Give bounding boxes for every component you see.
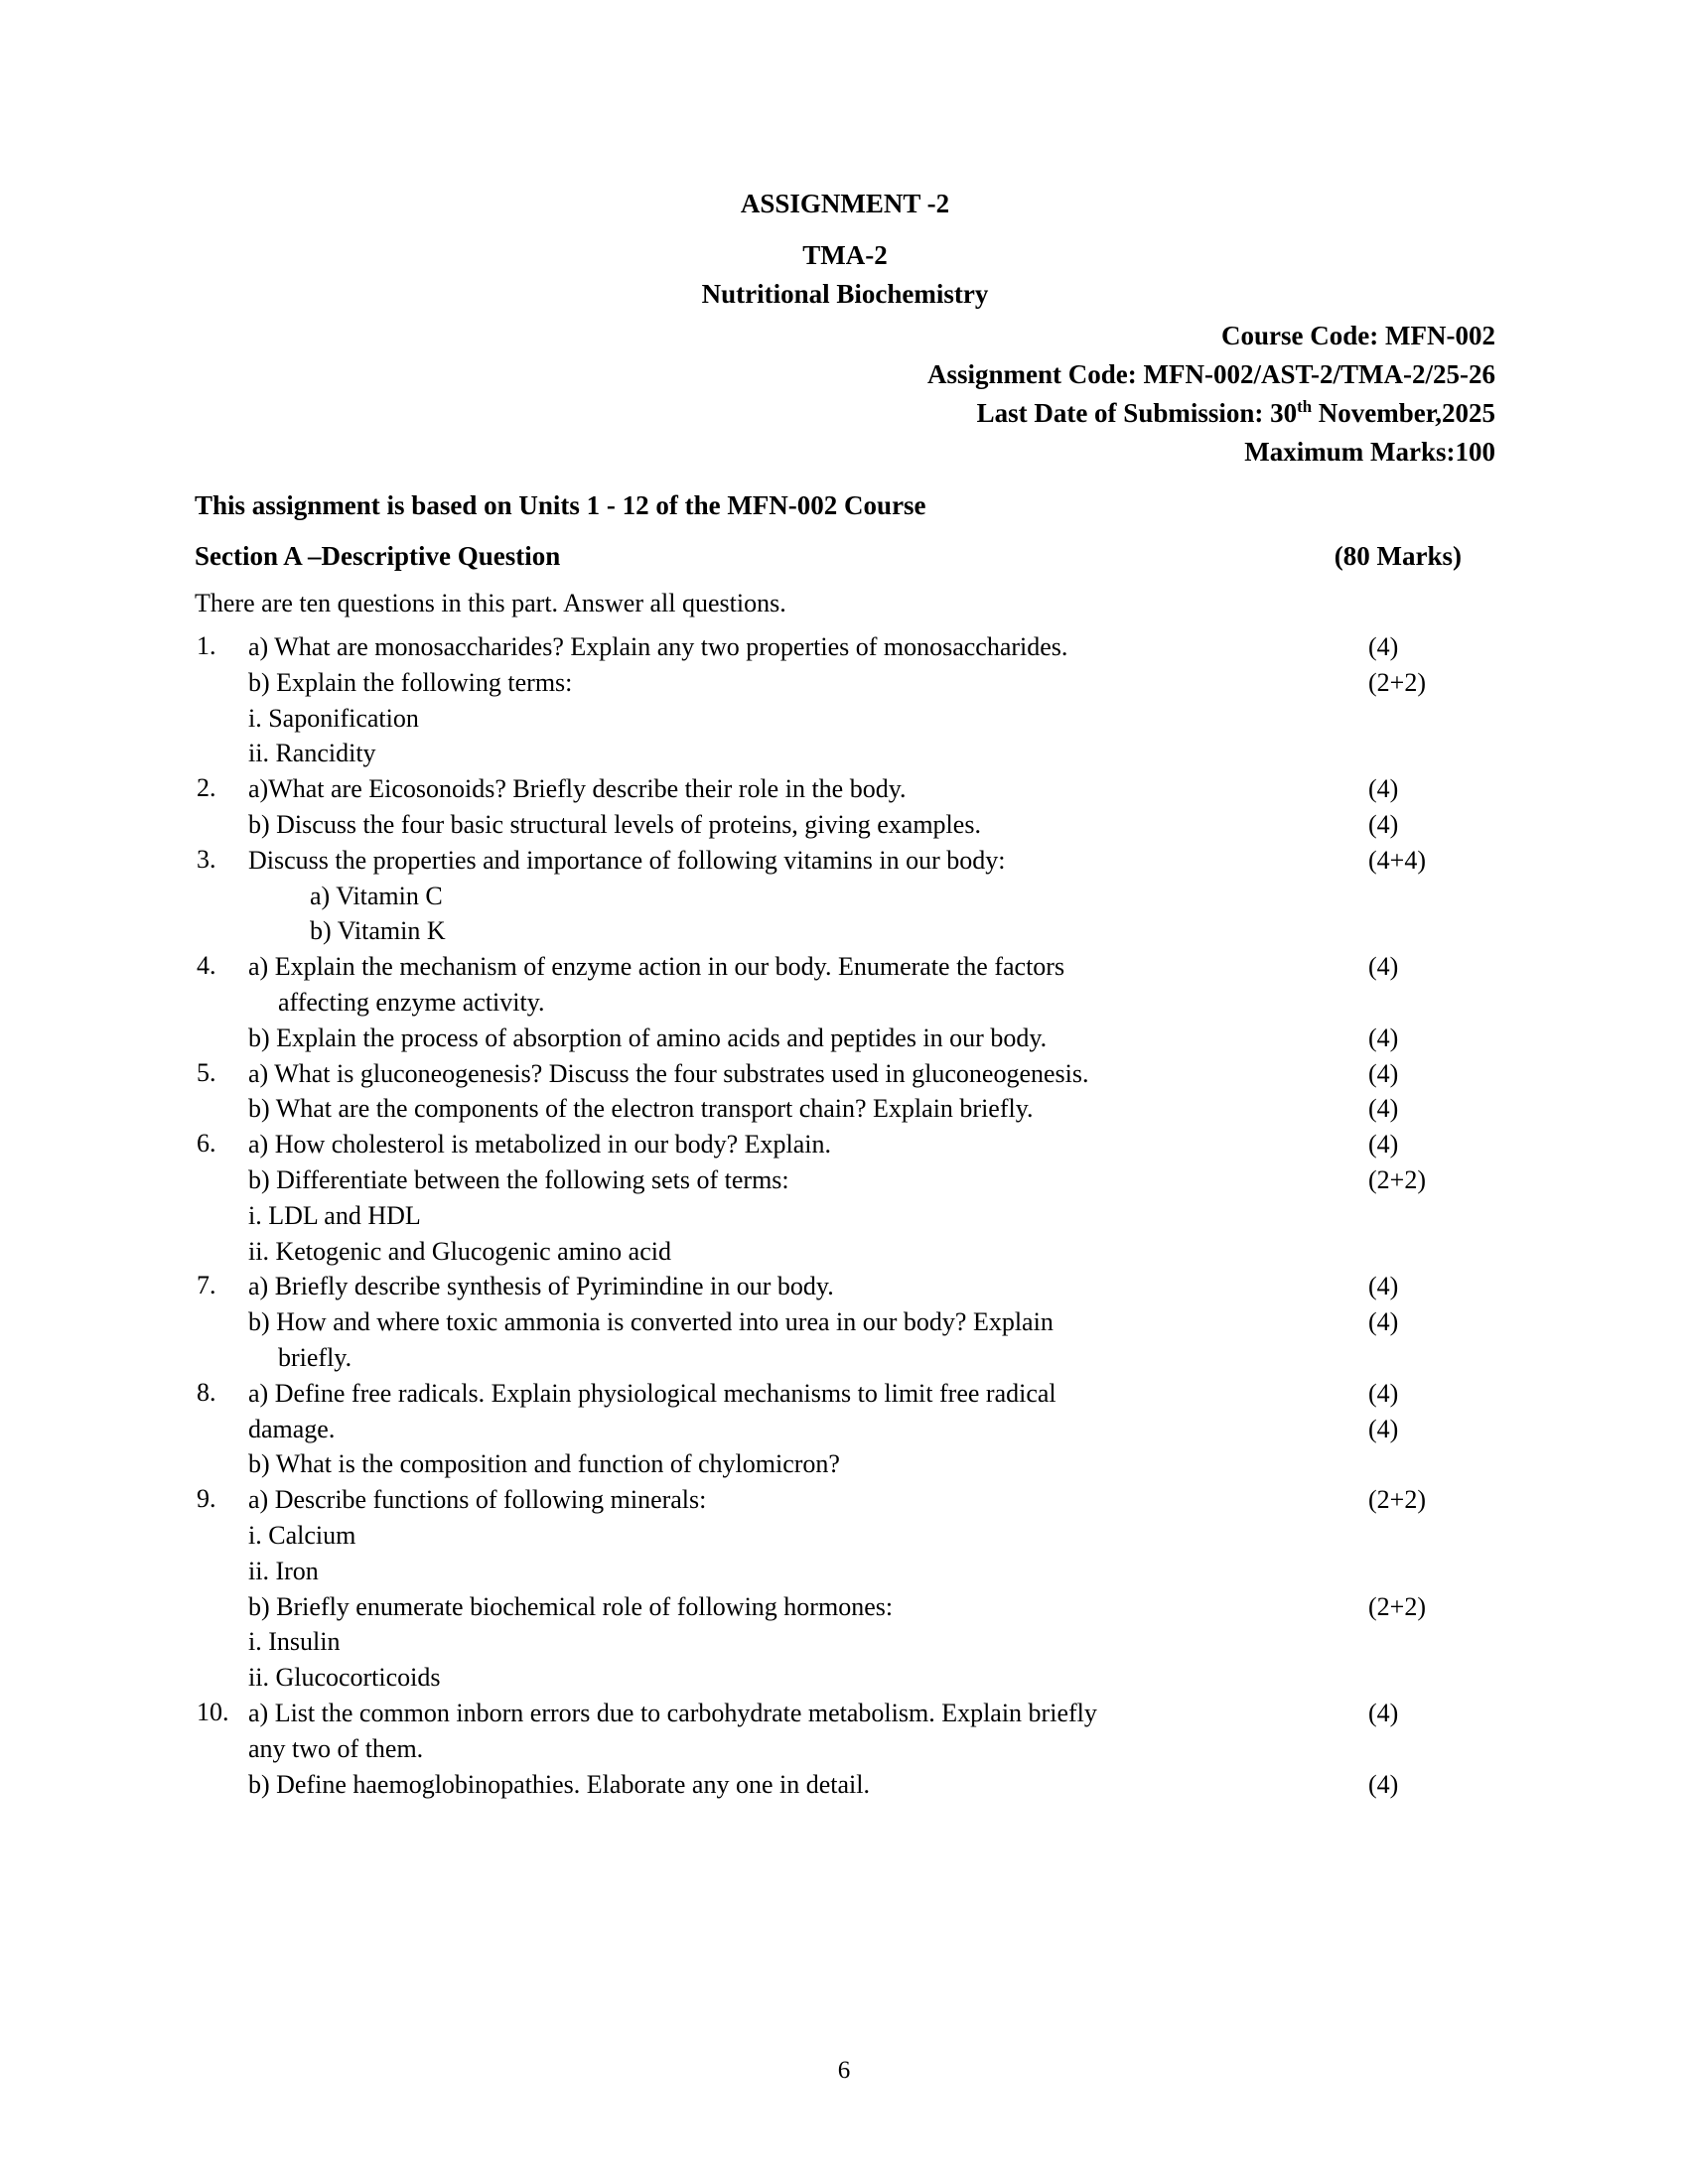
question-line: [248, 1304, 1485, 1340]
question-line-text: any two of them.: [248, 1733, 424, 1763]
question-number: 8.: [197, 1377, 216, 1407]
question-line: [248, 879, 1485, 914]
question-line-marks: (2+2): [1368, 1591, 1426, 1621]
question-line: [248, 1162, 1485, 1198]
question-line-marks: [1350, 1731, 1485, 1733]
question-line-marks: [1350, 1198, 1485, 1200]
question-body: [248, 1269, 1495, 1375]
question-line: [248, 807, 1485, 843]
question-line-text: b) Discuss the four basic structural levels of proteins, giving examples.: [248, 810, 981, 839]
question-line-text: a) How cholesterol is metabolized in our body? Explain.: [248, 1130, 832, 1160]
section-a-label: Section A –Descriptive Question: [195, 540, 561, 571]
question-body: [248, 771, 1495, 843]
question-line-marks: (4): [1368, 952, 1399, 982]
question-line: [248, 1376, 1485, 1412]
question-item: [195, 843, 1495, 949]
question-line-text: b) Differentiate between the following sets of terms:: [248, 1164, 789, 1194]
page-content: [195, 185, 1495, 1802]
subject-title: Nutritional Biochemistry: [701, 278, 989, 309]
last-date-suffix: November,2025: [1312, 397, 1495, 428]
question-line-text: b) How and where toxic ammonia is converted into urea in our body? Explain: [248, 1307, 1054, 1337]
question-line-marks: [1350, 736, 1485, 738]
question-line-marks: (4): [1368, 1307, 1399, 1337]
assignment-code: Assignment Code: MFN-002/AST-2/TMA-2/25-26: [927, 358, 1495, 389]
question-line-text: ii. Iron: [248, 1556, 319, 1585]
question-line-text: briefly.: [278, 1342, 352, 1372]
question-line: [248, 1696, 1485, 1731]
question-line: [248, 1767, 1485, 1803]
question-line-text: a) Explain the mechanism of enzyme action in our body. Enumerate the factors: [248, 952, 1065, 982]
question-line-marks: [1350, 1340, 1485, 1342]
question-line-text: affecting enzyme activity.: [278, 987, 545, 1017]
question-line-marks: (4): [1368, 1058, 1399, 1088]
question-line-marks: (2+2): [1368, 1164, 1426, 1194]
question-line-text: b) What are the components of the electron transport chain? Explain briefly.: [248, 1094, 1034, 1124]
question-line: [248, 1056, 1485, 1092]
question-line: [248, 1660, 1485, 1696]
question-body: [248, 1056, 1495, 1128]
question-line: [248, 843, 1485, 879]
question-line-marks: (4): [1368, 632, 1399, 662]
question-line-marks: (4): [1368, 1414, 1399, 1443]
question-line-marks: [1350, 1234, 1485, 1236]
question-line-text: Discuss the properties and importance of following vitamins in our body:: [248, 845, 1006, 875]
question-line-marks: [1350, 985, 1485, 987]
question-line-marks: (4): [1368, 1130, 1399, 1160]
question-item: [195, 1269, 1495, 1375]
question-line-marks: (4): [1368, 1272, 1399, 1301]
question-line: [248, 1091, 1485, 1127]
question-line-marks: (4): [1368, 1023, 1399, 1052]
question-number: 4.: [197, 951, 216, 981]
question-line-marks: (2+2): [1368, 1485, 1426, 1515]
last-date-prefix: Last Date of Submission: 30: [976, 397, 1298, 428]
question-line-text: a) Define free radicals. Explain physiological mechanisms to limit free radical: [248, 1378, 1056, 1408]
question-line-marks: (2+2): [1368, 667, 1426, 697]
question-line: [248, 985, 1485, 1021]
maximum-marks: Maximum Marks:100: [1244, 436, 1495, 467]
last-date-of-submission: [195, 394, 1495, 433]
question-line-text: ii. Ketogenic and Glucogenic amino acid: [248, 1236, 671, 1266]
section-a-instruction: There are ten questions in this part. Answer all questions.: [195, 589, 786, 618]
question-line: [248, 1234, 1485, 1270]
question-line-text: b) Briefly enumerate biochemical role of following hormones:: [248, 1591, 894, 1621]
question-line: [248, 949, 1485, 985]
question-line: [248, 1412, 1485, 1447]
question-line: [248, 1624, 1485, 1660]
question-line-text: ii. Rancidity: [248, 739, 376, 768]
question-line-marks: [1350, 1554, 1485, 1556]
question-line: [248, 1269, 1485, 1304]
question-line-text: ii. Glucocorticoids: [248, 1663, 441, 1693]
question-line: [248, 1021, 1485, 1056]
question-body: [248, 1482, 1495, 1696]
question-body: [248, 843, 1495, 949]
page-number: 6: [837, 2057, 851, 2084]
tma-title: TMA-2: [802, 240, 888, 271]
question-line: [248, 629, 1485, 665]
question-list: [195, 629, 1495, 1802]
question-line-marks: (4): [1368, 1698, 1399, 1727]
question-line: [248, 1340, 1485, 1376]
section-a-marks: (80 Marks): [1334, 540, 1462, 571]
question-line-text: a) Describe functions of following minerals:: [248, 1485, 707, 1515]
question-line: [248, 1198, 1485, 1234]
question-line: [248, 736, 1485, 771]
assignment-title: ASSIGNMENT -2: [740, 189, 950, 218]
question-number: 2.: [197, 773, 216, 803]
question-number: 7.: [197, 1271, 216, 1300]
question-line: [248, 665, 1485, 701]
question-line: [248, 1482, 1485, 1518]
question-item: [195, 949, 1495, 1055]
section-a-heading: [195, 537, 1495, 575]
question-item: [195, 1056, 1495, 1128]
question-line-marks: [1350, 1660, 1485, 1662]
question-body: [248, 1127, 1495, 1269]
question-item: [195, 1376, 1495, 1482]
question-line: [248, 1731, 1485, 1767]
question-number: 1.: [197, 631, 216, 661]
question-line: [248, 771, 1485, 807]
question-line-text: a)What are Eicosonoids? Briefly describe their role in the body.: [248, 774, 907, 804]
question-line-text: b) Explain the process of absorption of amino acids and peptides in our body.: [248, 1023, 1048, 1052]
question-line-text: b) What is the composition and function of chylomicron?: [248, 1449, 840, 1479]
page-footer: [0, 2057, 1688, 2085]
question-line: [248, 701, 1485, 737]
question-line: [248, 1554, 1485, 1589]
question-line-marks: [1350, 1518, 1485, 1520]
question-body: [248, 1376, 1495, 1482]
question-number: 3.: [197, 844, 216, 874]
question-item: [195, 1482, 1495, 1696]
question-line-text: a) What are monosaccharides? Explain any two properties of monosaccharides.: [248, 632, 1068, 662]
question-line: [248, 1589, 1485, 1625]
question-line-text: i. Calcium: [248, 1520, 356, 1550]
question-number: 6.: [197, 1129, 216, 1159]
question-line-marks: (4): [1368, 774, 1399, 804]
question-line-text: i. LDL and HDL: [248, 1200, 421, 1230]
question-line-text: damage.: [248, 1414, 336, 1443]
course-code: Course Code: MFN-002: [1221, 320, 1495, 350]
question-item: [195, 629, 1495, 771]
question-number: 10.: [197, 1697, 229, 1726]
question-line-marks: [1350, 879, 1485, 881]
question-line-text: a) List the common inborn errors due to carbohydrate metabolism. Explain briefly: [248, 1698, 1097, 1727]
question-number: 5.: [197, 1057, 216, 1087]
question-line: [248, 913, 1485, 949]
question-line-text: b) Define haemoglobinopathies. Elaborate any one in detail.: [248, 1769, 870, 1799]
question-line-marks: (4+4): [1368, 845, 1426, 875]
question-line-marks: [1350, 701, 1485, 703]
question-line-marks: (4): [1368, 810, 1399, 839]
question-line-text: b) Vitamin K: [310, 916, 446, 946]
question-body: [248, 949, 1495, 1055]
question-line: [248, 1518, 1485, 1554]
question-line: [248, 1127, 1485, 1162]
date-ordinal-suffix: th: [1297, 396, 1313, 416]
question-item: [195, 771, 1495, 843]
question-item: [195, 1696, 1495, 1802]
question-line-text: b) Explain the following terms:: [248, 667, 573, 697]
question-line-marks: (4): [1368, 1769, 1399, 1799]
question-line-text: a) What is gluconeogenesis? Discuss the four substrates used in gluconeogenesis.: [248, 1058, 1089, 1088]
question-line-marks: (4): [1368, 1094, 1399, 1124]
question-line-marks: [1350, 1446, 1485, 1448]
question-body: [248, 629, 1495, 771]
question-line-marks: [1350, 913, 1485, 915]
question-line: [248, 1446, 1485, 1482]
question-line-text: a) Briefly describe synthesis of Pyrimindine in our body.: [248, 1272, 834, 1301]
question-body: [248, 1696, 1495, 1802]
question-line-text: i. Saponification: [248, 703, 419, 733]
question-item: [195, 1127, 1495, 1269]
question-line-text: i. Insulin: [248, 1627, 341, 1657]
question-number: 9.: [197, 1484, 216, 1514]
question-line-text: a) Vitamin C: [310, 881, 443, 910]
question-line-marks: (4): [1368, 1378, 1399, 1408]
question-line-marks: [1350, 1624, 1485, 1626]
assignment-scope-note: This assignment is based on Units 1 - 12 of the MFN-002 Course: [195, 490, 926, 521]
